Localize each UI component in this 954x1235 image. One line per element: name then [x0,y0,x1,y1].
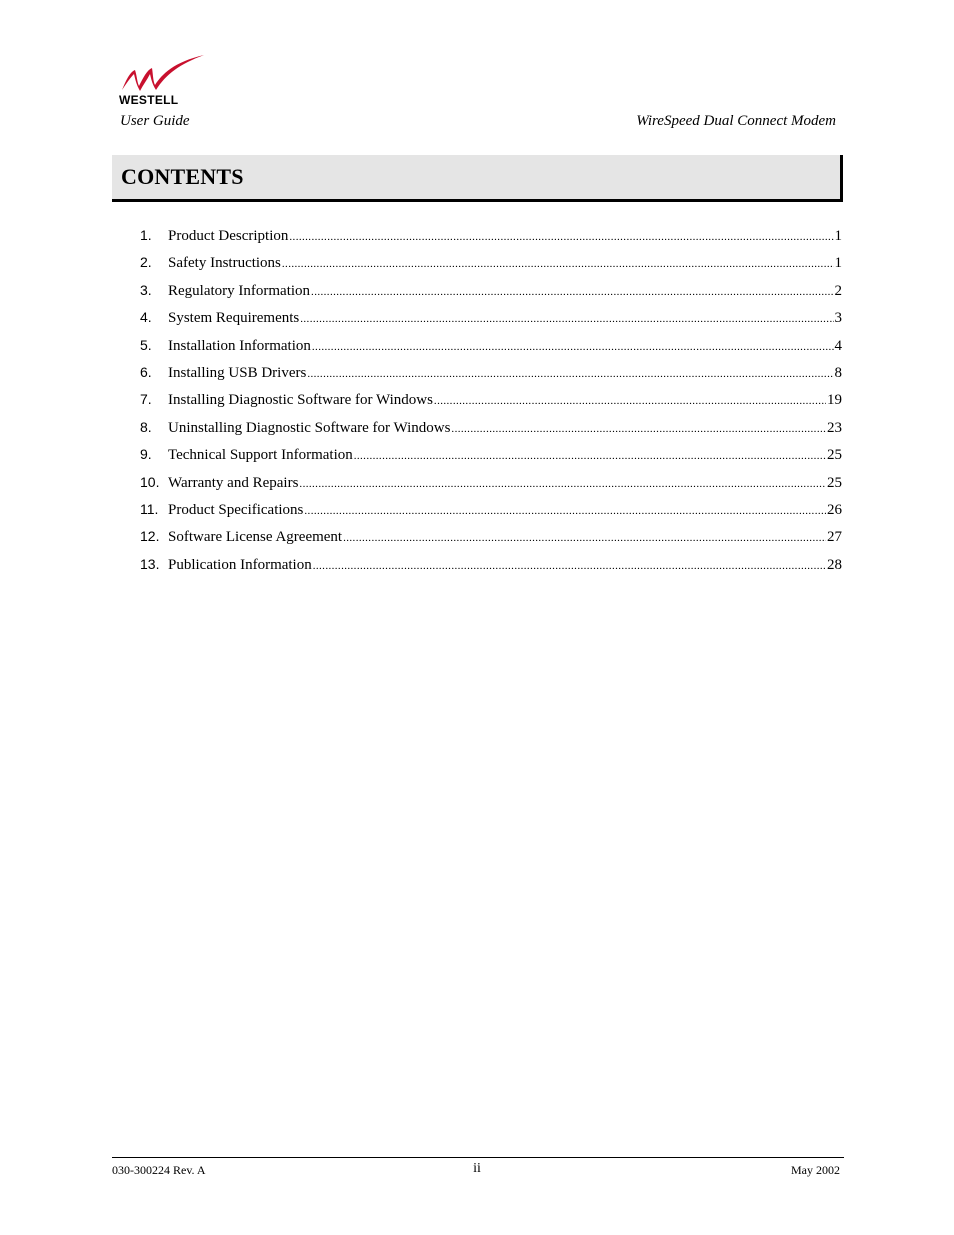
toc-entry[interactable] [140,474,842,501]
toc-entry-page[interactable]: 1 [834,228,842,244]
toc-entry-number: 2. [140,254,152,271]
footer-date: May 2002 [791,1163,840,1177]
toc-entry-title[interactable]: Installing Diagnostic Software for Windows [168,392,433,409]
toc-entry-title[interactable]: Installing USB Drivers [168,364,307,381]
toc-entry-number: 9. [140,446,152,463]
toc-entry[interactable] [140,364,842,391]
toc-entry-number: 3. [140,281,152,298]
toc-dot-leader [313,560,826,572]
toc-entry-page[interactable]: 23 [827,419,842,436]
table-of-contents [140,227,842,583]
toc-entry-page[interactable]: 2 [834,282,842,299]
footer-divider [112,1157,844,1158]
toc-entry-page[interactable]: 28 [827,556,842,573]
toc-entry-number: 10. [140,473,160,490]
header-user-guide: User Guide [120,113,190,129]
toc-entry-page[interactable]: 1 [834,255,842,272]
toc-dot-leader [289,231,833,243]
toc-entry-number: 6. [140,363,152,380]
toc-dot-leader [434,395,826,407]
toc-dot-leader [299,478,826,490]
toc-dot-leader [304,505,826,517]
contents-title: CONTENTS [121,164,244,189]
toc-entry-title[interactable]: Installation Information [168,337,311,354]
toc-dot-leader [307,368,833,380]
toc-entry-number: 8. [140,418,152,435]
toc-entry[interactable] [140,556,842,583]
toc-entry-page[interactable]: 4 [834,337,842,354]
toc-entry-number: 7. [140,391,152,408]
toc-entry-title[interactable]: Safety Instructions [168,255,281,272]
contents-heading-box [112,155,843,202]
toc-entry-number: 13. [140,555,160,572]
toc-entry-title[interactable]: Regulatory Information [168,282,311,299]
toc-entry-title[interactable]: Product Description [168,228,289,244]
toc-entry-number: 5. [140,336,152,353]
toc-dot-leader [343,532,826,544]
toc-entry-number: 11. [140,500,159,517]
toc-entry-title[interactable]: Uninstalling Diagnostic Software for Windows [168,419,451,436]
toc-entry-title[interactable]: Warranty and Repairs [168,474,299,491]
toc-entry-title[interactable]: Technical Support Information [168,447,353,464]
toc-entry-title[interactable]: Product Specifications [168,501,304,518]
toc-dot-leader [354,450,826,462]
toc-entry[interactable] [140,254,842,281]
toc-entry[interactable] [140,419,842,446]
toc-entry[interactable] [140,446,842,473]
toc-entry-page[interactable]: 25 [827,474,842,491]
toc-entry-number: 1. [140,227,152,243]
westell-logo [118,54,208,106]
toc-entry[interactable] [140,227,842,254]
logo-wordmark: WESTELL [119,93,179,107]
footer-doc-number: 030-300224 Rev. A [112,1163,206,1177]
toc-entry-page[interactable]: 25 [827,447,842,464]
toc-entry-page[interactable]: 19 [827,392,842,409]
toc-entry-number: 4. [140,309,152,326]
toc-dot-leader [311,286,833,298]
toc-dot-leader [300,313,833,325]
westell-w-mark-icon [118,54,208,94]
footer-page-number: ii [473,1161,481,1176]
toc-entry-page[interactable]: 8 [834,364,842,381]
toc-entry-number: 12. [140,528,160,545]
toc-entry-title[interactable]: System Requirements [168,310,300,327]
toc-dot-leader [312,341,834,353]
toc-entry-page[interactable]: 26 [827,501,842,518]
toc-entry[interactable] [140,528,842,555]
toc-entry[interactable] [140,337,842,364]
toc-dot-leader [451,423,826,435]
toc-entry[interactable] [140,391,842,418]
toc-entry-title[interactable]: Software License Agreement [168,529,343,546]
toc-entry[interactable] [140,309,842,336]
header-product-name: WireSpeed Dual Connect Modem [636,113,836,129]
toc-entry[interactable] [140,501,842,528]
toc-entry[interactable] [140,282,842,309]
toc-dot-leader [282,258,834,270]
toc-entry-title[interactable]: Publication Information [168,556,312,573]
toc-entry-page[interactable]: 27 [827,529,842,546]
toc-entry-page[interactable]: 3 [834,310,842,327]
